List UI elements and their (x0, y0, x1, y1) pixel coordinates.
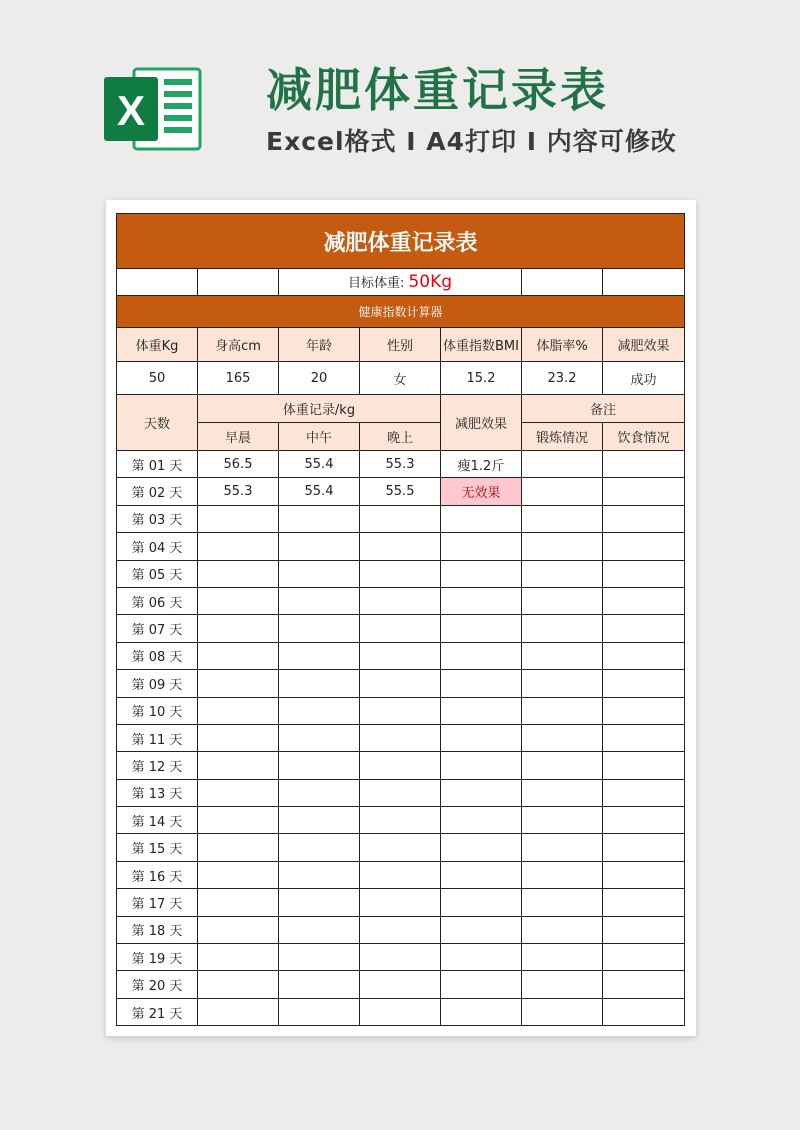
morning-cell[interactable]: 55.3 (198, 478, 279, 505)
exercise-cell[interactable] (522, 587, 603, 614)
exercise-cell[interactable] (522, 615, 603, 642)
diet-cell[interactable] (603, 807, 685, 834)
noon-cell[interactable] (279, 998, 360, 1025)
table-row (117, 998, 685, 1025)
header-weight: 体重Kg (117, 328, 198, 362)
day-label-cell: 第 12 天 (117, 752, 198, 779)
exercise-cell[interactable] (522, 752, 603, 779)
header-diet: 饮食情况 (603, 423, 685, 451)
table-row (117, 944, 685, 971)
header-notes: 备注 (522, 395, 685, 423)
morning-cell[interactable] (198, 670, 279, 697)
diet-cell[interactable] (603, 505, 685, 532)
effect-cell[interactable] (441, 533, 522, 560)
day-label-cell: 第 02 天 (117, 478, 198, 505)
noon-cell[interactable]: 55.4 (279, 478, 360, 505)
morning-cell[interactable] (198, 807, 279, 834)
day-label-cell: 第 19 天 (117, 944, 198, 971)
effect-cell[interactable] (441, 615, 522, 642)
table-row (117, 587, 685, 614)
day-label-cell: 第 05 天 (117, 560, 198, 587)
day-label-cell: 第 15 天 (117, 834, 198, 861)
gender-value-cell[interactable]: 女 (360, 362, 441, 395)
diet-cell[interactable] (603, 779, 685, 806)
noon-cell[interactable] (279, 861, 360, 888)
exercise-cell[interactable] (522, 505, 603, 532)
exercise-cell[interactable] (522, 478, 603, 505)
table-row (117, 724, 685, 751)
effect-cell[interactable] (441, 944, 522, 971)
exercise-cell[interactable] (522, 670, 603, 697)
evening-cell[interactable] (360, 779, 441, 806)
header-gender: 性别 (360, 328, 441, 362)
exercise-cell[interactable] (522, 998, 603, 1025)
morning-cell[interactable] (198, 560, 279, 587)
noon-cell[interactable] (279, 615, 360, 642)
diet-cell[interactable] (603, 916, 685, 943)
table-row (117, 807, 685, 834)
exercise-cell[interactable] (522, 779, 603, 806)
evening-cell[interactable] (360, 916, 441, 943)
diet-cell[interactable] (603, 533, 685, 560)
noon-cell[interactable] (279, 889, 360, 916)
header-height: 身高cm (198, 328, 279, 362)
empty-cell[interactable] (603, 269, 685, 296)
day-label-cell: 第 11 天 (117, 724, 198, 751)
noon-cell[interactable]: 55.4 (279, 451, 360, 478)
exercise-cell[interactable] (522, 971, 603, 998)
day-label-cell: 第 07 天 (117, 615, 198, 642)
health-calculator-title: 健康指数计算器 (117, 296, 685, 328)
morning-cell[interactable] (198, 779, 279, 806)
day-label-cell: 第 03 天 (117, 505, 198, 532)
noon-cell[interactable] (279, 505, 360, 532)
diet-cell[interactable] (603, 478, 685, 505)
effect-cell[interactable] (441, 642, 522, 669)
effect-cell[interactable] (441, 697, 522, 724)
table-row (117, 697, 685, 724)
noon-cell[interactable] (279, 533, 360, 560)
header-evening: 晚上 (360, 423, 441, 451)
evening-cell[interactable]: 55.5 (360, 478, 441, 505)
height-value-cell[interactable]: 165 (198, 362, 279, 395)
empty-cell[interactable] (522, 269, 603, 296)
diet-cell[interactable] (603, 451, 685, 478)
body-fat-value-cell[interactable]: 23.2 (522, 362, 603, 395)
table-row (117, 451, 685, 478)
diet-cell[interactable] (603, 587, 685, 614)
day-label-cell: 第 10 天 (117, 697, 198, 724)
diet-cell[interactable] (603, 889, 685, 916)
effect-cell[interactable] (441, 834, 522, 861)
noon-cell[interactable] (279, 587, 360, 614)
effect-cell[interactable] (441, 560, 522, 587)
effect-cell[interactable]: 瘦1.2斤 (441, 451, 522, 478)
page-subtitle: Excel格式 I A4打印 I 内容可修改 (266, 127, 677, 156)
morning-cell[interactable] (198, 916, 279, 943)
header-exercise: 锻炼情况 (522, 423, 603, 451)
header-noon: 中午 (279, 423, 360, 451)
table-row (117, 834, 685, 861)
diet-cell[interactable] (603, 615, 685, 642)
day-label-cell: 第 04 天 (117, 533, 198, 560)
evening-cell[interactable] (360, 834, 441, 861)
diet-cell[interactable] (603, 670, 685, 697)
morning-cell[interactable] (198, 944, 279, 971)
noon-cell[interactable] (279, 697, 360, 724)
evening-cell[interactable] (360, 861, 441, 888)
header-bmi: 体重指数BMI (441, 328, 522, 362)
table-row (117, 752, 685, 779)
svg-text:X: X (116, 87, 146, 134)
effect-cell[interactable] (441, 916, 522, 943)
diet-cell[interactable] (603, 944, 685, 971)
evening-cell[interactable] (360, 670, 441, 697)
effect-cell[interactable] (441, 861, 522, 888)
morning-cell[interactable] (198, 587, 279, 614)
morning-cell[interactable] (198, 834, 279, 861)
evening-cell[interactable] (360, 752, 441, 779)
noon-cell[interactable] (279, 670, 360, 697)
exercise-cell[interactable] (522, 697, 603, 724)
sheet-title: 减肥体重记录表 (117, 214, 685, 269)
morning-cell[interactable] (198, 615, 279, 642)
exercise-cell[interactable] (522, 889, 603, 916)
morning-cell[interactable] (198, 724, 279, 751)
bmi-value-cell[interactable]: 15.2 (441, 362, 522, 395)
diet-cell[interactable] (603, 861, 685, 888)
evening-cell[interactable]: 55.3 (360, 451, 441, 478)
day-label-cell: 第 08 天 (117, 642, 198, 669)
table-row (117, 779, 685, 806)
diet-cell[interactable] (603, 642, 685, 669)
morning-cell[interactable] (198, 889, 279, 916)
noon-cell[interactable] (279, 724, 360, 751)
spreadsheet-page (106, 200, 696, 1036)
exercise-cell[interactable] (522, 807, 603, 834)
exercise-cell[interactable] (522, 861, 603, 888)
diet-cell[interactable] (603, 724, 685, 751)
header-result: 减肥效果 (603, 328, 685, 362)
day-label-cell: 第 13 天 (117, 779, 198, 806)
evening-cell[interactable] (360, 971, 441, 998)
effect-cell[interactable] (441, 670, 522, 697)
day-label-cell: 第 18 天 (117, 916, 198, 943)
day-label-cell: 第 01 天 (117, 451, 198, 478)
effect-cell[interactable]: 无效果 (441, 478, 522, 505)
exercise-cell[interactable] (522, 451, 603, 478)
table-row (117, 615, 685, 642)
effect-cell[interactable] (441, 505, 522, 532)
day-label-cell: 第 17 天 (117, 889, 198, 916)
target-weight-label: 目标体重: (347, 276, 405, 291)
evening-cell[interactable] (360, 998, 441, 1025)
table-row (117, 533, 685, 560)
noon-cell[interactable] (279, 779, 360, 806)
exercise-cell[interactable] (522, 944, 603, 971)
effect-cell[interactable] (441, 587, 522, 614)
age-value-cell[interactable]: 20 (279, 362, 360, 395)
noon-cell[interactable] (279, 752, 360, 779)
effect-cell[interactable] (441, 779, 522, 806)
evening-cell[interactable] (360, 587, 441, 614)
day-label-cell: 第 06 天 (117, 587, 198, 614)
header-morning: 早晨 (198, 423, 279, 451)
table-row (117, 916, 685, 943)
diet-cell[interactable] (603, 971, 685, 998)
evening-cell[interactable] (360, 697, 441, 724)
table-row (117, 861, 685, 888)
table-row (117, 642, 685, 669)
noon-cell[interactable] (279, 834, 360, 861)
header-weight-record: 体重记录/kg (198, 395, 441, 423)
header-day: 天数 (117, 395, 198, 451)
noon-cell[interactable] (279, 916, 360, 943)
exercise-cell[interactable] (522, 560, 603, 587)
table-row (117, 670, 685, 697)
header-body-fat: 体脂率% (522, 328, 603, 362)
table-row (117, 971, 685, 998)
header-age: 年龄 (279, 328, 360, 362)
weight-value-cell[interactable]: 50 (117, 362, 198, 395)
weight-log-table (116, 213, 685, 1026)
day-label-cell: 第 16 天 (117, 861, 198, 888)
page-title: 减肥体重记录表 (266, 63, 609, 117)
effect-cell[interactable] (441, 752, 522, 779)
diet-cell[interactable] (603, 697, 685, 724)
evening-cell[interactable] (360, 560, 441, 587)
exercise-cell[interactable] (522, 916, 603, 943)
day-label-cell: 第 21 天 (117, 998, 198, 1025)
exercise-cell[interactable] (522, 724, 603, 751)
morning-cell[interactable] (198, 998, 279, 1025)
morning-cell[interactable] (198, 697, 279, 724)
morning-cell[interactable] (198, 505, 279, 532)
empty-cell[interactable] (117, 269, 198, 296)
noon-cell[interactable] (279, 642, 360, 669)
result-value-cell[interactable]: 成功 (603, 362, 685, 395)
evening-cell[interactable] (360, 505, 441, 532)
noon-cell[interactable] (279, 807, 360, 834)
table-row (117, 889, 685, 916)
page-header (0, 0, 800, 190)
evening-cell[interactable] (360, 724, 441, 751)
noon-cell[interactable] (279, 944, 360, 971)
diet-cell[interactable] (603, 834, 685, 861)
empty-cell[interactable] (198, 269, 279, 296)
effect-cell[interactable] (441, 724, 522, 751)
table-row (117, 505, 685, 532)
table-row (117, 560, 685, 587)
excel-logo-icon (104, 65, 204, 153)
diet-cell[interactable] (603, 998, 685, 1025)
exercise-cell[interactable] (522, 642, 603, 669)
noon-cell[interactable] (279, 560, 360, 587)
morning-cell[interactable] (198, 533, 279, 560)
day-label-cell: 第 14 天 (117, 807, 198, 834)
evening-cell[interactable] (360, 615, 441, 642)
target-weight-cell[interactable] (279, 269, 522, 296)
exercise-cell[interactable] (522, 533, 603, 560)
day-label-cell: 第 09 天 (117, 670, 198, 697)
morning-cell[interactable]: 56.5 (198, 451, 279, 478)
target-weight-value: 50Kg (408, 272, 453, 292)
effect-cell[interactable] (441, 807, 522, 834)
header-effect: 减肥效果 (441, 395, 522, 451)
effect-cell[interactable] (441, 971, 522, 998)
effect-cell[interactable] (441, 998, 522, 1025)
evening-cell[interactable] (360, 944, 441, 971)
evening-cell[interactable] (360, 533, 441, 560)
noon-cell[interactable] (279, 971, 360, 998)
diet-cell[interactable] (603, 752, 685, 779)
effect-cell[interactable] (441, 889, 522, 916)
morning-cell[interactable] (198, 971, 279, 998)
diet-cell[interactable] (603, 560, 685, 587)
evening-cell[interactable] (360, 807, 441, 834)
exercise-cell[interactable] (522, 834, 603, 861)
table-row (117, 478, 685, 505)
day-label-cell: 第 20 天 (117, 971, 198, 998)
morning-cell[interactable] (198, 752, 279, 779)
morning-cell[interactable] (198, 861, 279, 888)
evening-cell[interactable] (360, 889, 441, 916)
morning-cell[interactable] (198, 642, 279, 669)
evening-cell[interactable] (360, 642, 441, 669)
